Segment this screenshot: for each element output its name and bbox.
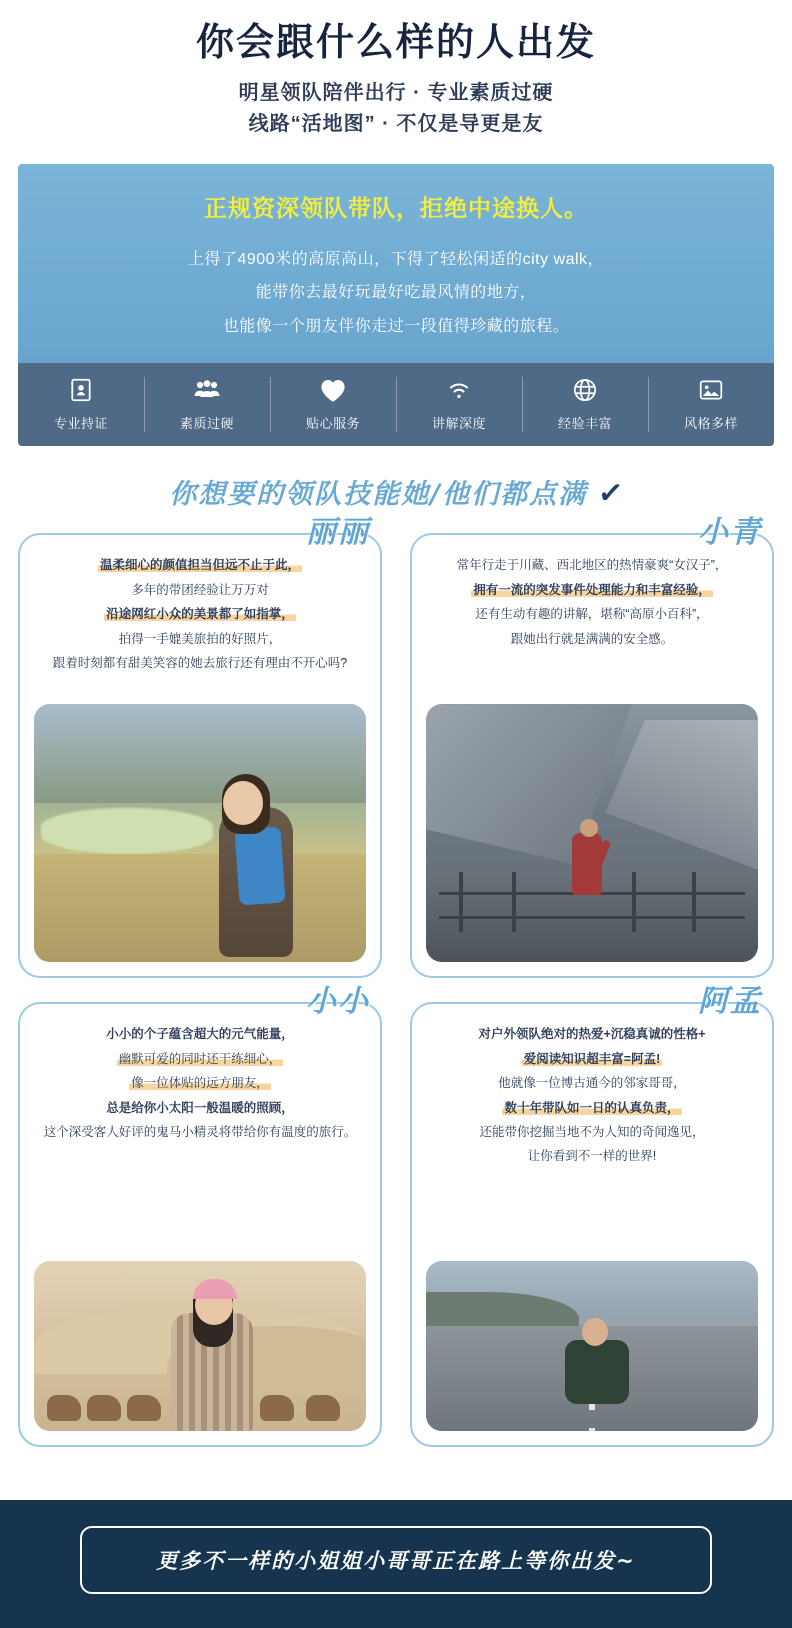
feature-label: 专业持证	[53, 416, 108, 432]
guide-desc-line: 跟着时刻都有甜美笑容的她去旅行还有理由不开心吗?	[52, 655, 348, 670]
globe-icon	[522, 375, 648, 405]
footer-callout	[80, 1526, 712, 1594]
section-headline-text: 你想要的领队技能她/他们都点满	[169, 479, 588, 511]
guide-name: 小青	[698, 515, 762, 551]
feature-item-experience	[522, 363, 648, 446]
page-subtitle-line-1: 明星领队陪伴出行 · 专业素质过硬	[238, 81, 554, 104]
guide-desc-line: 他就像一位博古通今的邻家哥哥，	[498, 1076, 686, 1091]
guide-card-grid	[18, 515, 774, 1447]
photo-camel	[306, 1395, 340, 1421]
guide-description	[34, 1018, 366, 1152]
image-icon	[648, 375, 774, 405]
feature-label: 风格多样	[683, 416, 738, 432]
guide-desc-line: 拥有一流的突发事件处理能力和丰富经验，	[473, 582, 711, 597]
guide-desc-line: 让你看到不一样的世界!	[527, 1149, 657, 1164]
photo-railing-post	[632, 872, 636, 932]
guide-desc-line: 总是给你小太阳一般温暖的照顾，	[106, 1100, 294, 1115]
photo-camel	[47, 1395, 81, 1421]
heart-icon	[270, 375, 396, 405]
photo-camel	[127, 1395, 161, 1421]
photo-mountain-shape	[34, 704, 366, 802]
guide-desc-line: 还能带你挖掘当地不为人知的奇闻逸见，	[479, 1124, 705, 1139]
feature-item-certified	[18, 363, 144, 446]
guide-desc-line: 跟她出行就是满满的安全感。	[510, 631, 674, 646]
page-title: 你会跟什么样的人出发	[195, 22, 596, 64]
feature-item-style	[648, 363, 774, 446]
highlight-banner	[18, 164, 774, 447]
photo-person-scarf	[234, 827, 285, 906]
feature-label: 贴心服务	[305, 416, 360, 432]
guide-photo	[34, 1261, 366, 1431]
section-headline	[0, 472, 792, 511]
guide-desc-line: 爱阅读知识超丰富=阿孟!	[523, 1051, 661, 1066]
page-subtitle-line-2: 线路“活地图” · 不仅是导更是友	[248, 112, 544, 135]
guide-photo	[34, 704, 366, 962]
guide-desc-line: 幽默可爱的同时还干练细心，	[118, 1051, 282, 1066]
guide-desc-line: 还有生动有趣的讲解，堪称“高原小百科”，	[475, 607, 709, 622]
guide-desc-line: 温柔细心的颜值担当但远不止于此，	[99, 558, 300, 573]
guide-desc-line: 对户外领队绝对的热爱+沉稳真诚的性格+	[478, 1027, 706, 1042]
feature-item-service	[270, 363, 396, 446]
page-footer	[0, 1500, 792, 1628]
guide-card-wrap	[18, 984, 382, 1447]
page-header	[0, 0, 792, 140]
guide-desc-line: 像一位体贴的远方朋友，	[131, 1076, 269, 1091]
feature-label: 素质过硬	[179, 416, 234, 432]
feature-item-depth	[396, 363, 522, 446]
guide-card[interactable]	[18, 1002, 382, 1447]
feature-label: 经验丰富	[557, 416, 612, 432]
guide-desc-line: 多年的带团经验让万万对	[131, 582, 269, 597]
guide-name: 阿孟	[698, 984, 762, 1020]
photo-railing-bottom	[439, 916, 744, 919]
feature-label: 讲解深度	[431, 416, 486, 432]
guide-name: 丽丽	[306, 515, 370, 551]
photo-cliff-right	[605, 720, 758, 870]
guide-photo	[426, 704, 758, 962]
photo-field-shape	[34, 854, 366, 962]
photo-camel	[260, 1395, 294, 1421]
photo-railing-post	[512, 872, 516, 932]
guide-desc-line: 拍得一手媲美旅拍的好照片，	[118, 631, 282, 646]
guide-photo	[426, 1261, 758, 1431]
guide-card-wrap	[410, 984, 774, 1447]
guide-desc-line: 沿途网红小众的美景都了如指掌，	[106, 607, 294, 622]
guide-description	[34, 549, 366, 683]
page-subtitle	[0, 78, 792, 140]
photo-lake-shape	[41, 808, 214, 854]
photo-camel	[87, 1395, 121, 1421]
photo-railing-post	[459, 872, 463, 932]
highlight-banner-content	[18, 164, 774, 364]
photo-person-cap	[193, 1279, 237, 1299]
guide-card-wrap	[18, 515, 382, 978]
guide-desc-line: 常年行走于川藏、西北地区的热情豪爽“女汉子”，	[456, 558, 728, 573]
guide-card[interactable]	[410, 1002, 774, 1447]
guide-card-wrap	[410, 515, 774, 978]
guide-description	[426, 549, 758, 659]
wifi-icon	[396, 375, 522, 405]
banner-line-2: 能带你去最好玩最好吃最风情的地方，	[255, 284, 537, 302]
feature-strip	[18, 363, 774, 446]
banner-headline: 正规资深领队带队，拒绝中途换人。	[204, 194, 588, 221]
photo-railing-post	[692, 872, 696, 932]
banner-body	[38, 243, 754, 344]
guide-name: 小小	[306, 984, 370, 1020]
footer-text: 更多不一样的小姐姐小哥哥正在路上等你出发~	[156, 1549, 636, 1573]
guide-description	[426, 1018, 758, 1176]
photo-person-body	[565, 1340, 629, 1404]
guide-desc-line: 数十年带队如一日的认真负责，	[504, 1100, 680, 1115]
guide-card[interactable]	[18, 533, 382, 978]
banner-line-3: 也能像一个朋友伴你走过一段值得珍藏的旅程。	[222, 317, 570, 335]
id-card-icon	[18, 375, 144, 405]
check-icon: ✓	[595, 476, 625, 512]
feature-item-quality	[144, 363, 270, 446]
banner-line-1: 上得了4900米的高原高山，下得了轻松闲适的city walk，	[187, 250, 605, 268]
guide-card[interactable]	[410, 533, 774, 978]
guide-desc-line: 小小的个子蕴含超大的元气能量，	[106, 1027, 294, 1042]
group-icon	[144, 375, 270, 405]
guide-desc-line: 这个深受客人好评的鬼马小精灵将带给你有温度的旅行。	[43, 1124, 357, 1139]
